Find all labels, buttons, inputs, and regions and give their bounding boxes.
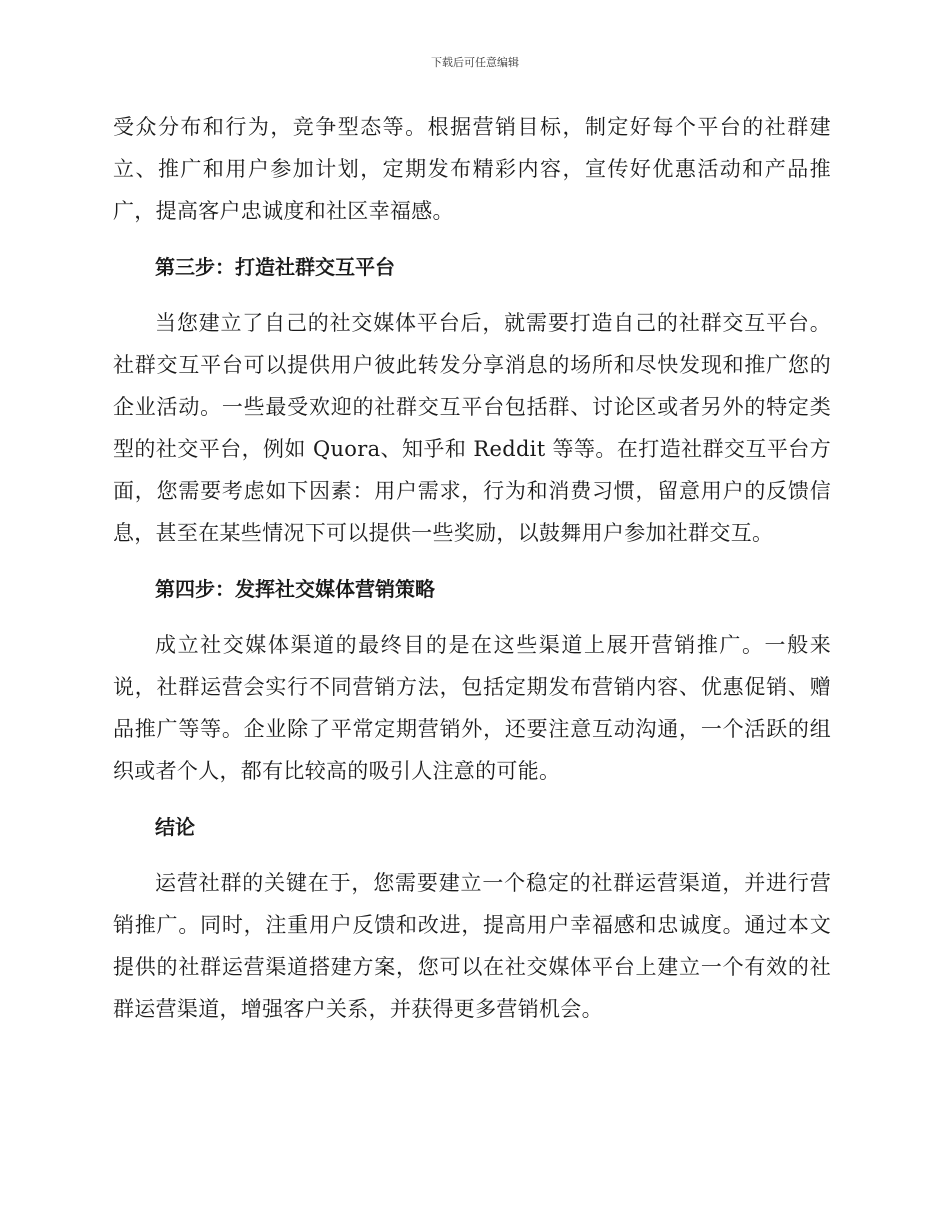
heading-step-four: 第四步：发挥社交媒体营销策略: [155, 577, 435, 601]
document-body: [113, 106, 831, 1030]
paragraph-step-three: 当您建立了自己的社交媒体平台后，就需要打造自己的社群交互平台。社群交互平台可以提供用户彼此转发分享消息的场所和尽快发现和推广您的企业活动。一些最受欢迎的社群交互平台包括群、讨论区或者另外的特定类型的社交平台，例如 Quora、知乎和 Reddit 等等。在打造社群交互平台方面，您需要考虑如下因素：用户需求，行为和消费习惯，留意用户的反馈信息，甚至在某些情况下可以提供一些奖励，以鼓舞用户参加社群交互。: [113, 311, 831, 545]
paragraph-conclusion: 运营社群的关键在于，您需要建立一个稳定的社群运营渠道，并进行营销推广。同时，注重用户反馈和改进，提高用户幸福感和忠诚度。通过本文提供的社群运营渠道搭建方案，您可以在社交媒体平台上建立一个有效的社群运营渠道，增强客户关系，并获得更多营销机会。: [113, 871, 831, 1021]
heading-step-three: 第三步：打造社群交互平台: [155, 255, 395, 279]
paragraph-continued: 受众分布和行为，竞争型态等。根据营销目标，制定好每个平台的社群建立、推广和用户参加计划，定期发布精彩内容，宣传好优惠活动和产品推广，提高客户忠诚度和社区幸福感。: [113, 115, 831, 223]
heading-conclusion: 结论: [155, 815, 195, 839]
paragraph-step-four: 成立社交媒体渠道的最终目的是在这些渠道上展开营销推广。一般来说，社群运营会实行不同营销方法，包括定期发布营销内容、优惠促销、赠品推广等等。企业除了平常定期营销外，还要注意互动沟通，一个活跃的组织或者个人，都有比较高的吸引人注意的可能。: [113, 633, 831, 783]
page-header: 下载后可任意编辑: [431, 56, 519, 69]
